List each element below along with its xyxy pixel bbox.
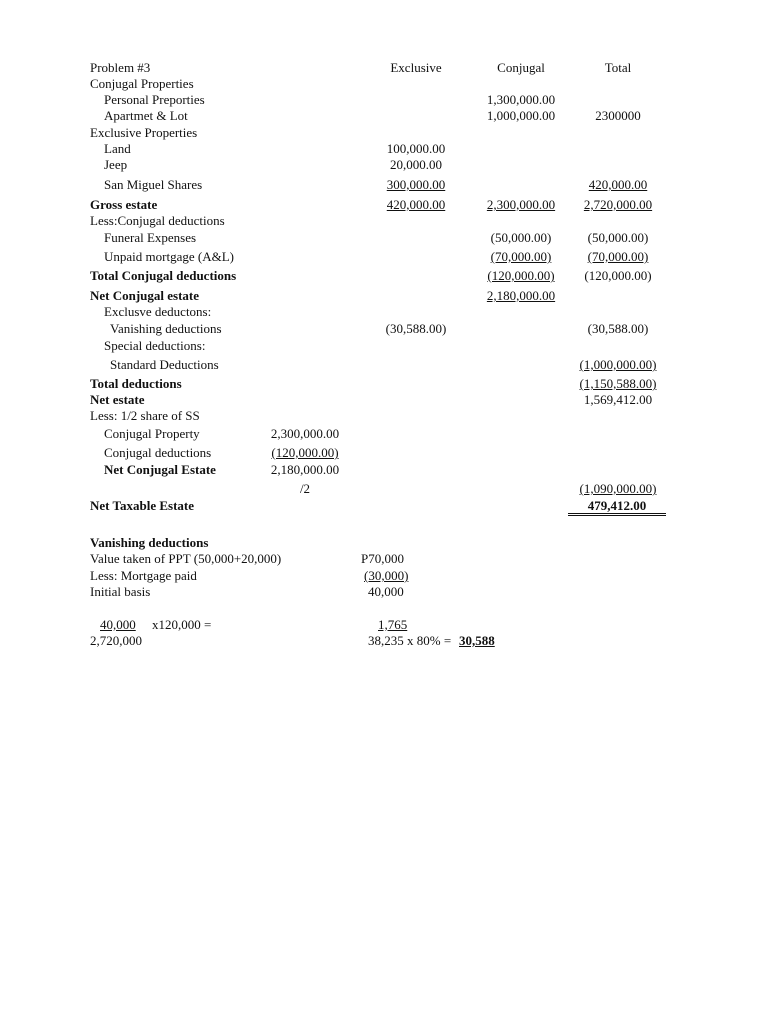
table-row: [0, 376, 768, 392]
total-cell: 1,569,412.00: [583, 392, 653, 407]
row-label: Vanishing deductions: [110, 321, 222, 336]
formula-row: [0, 633, 768, 649]
row-label: Exclusive Properties: [90, 125, 198, 140]
table-row: [0, 213, 768, 229]
row-label: Total deductions: [90, 376, 182, 391]
row-label: Land: [104, 141, 131, 156]
total-cell: 420,000.00: [588, 177, 648, 192]
row-label: Apartmet & Lot: [104, 108, 188, 123]
row-label: Personal Preporties: [104, 92, 205, 107]
row-label: Special deductions:: [104, 338, 206, 353]
result-text: 38,235 x 80% =: [368, 633, 452, 648]
total-cell: (1,090,000.00): [579, 481, 657, 496]
vanishing-title-row: [0, 535, 768, 551]
table-row: [0, 249, 768, 265]
total-cell: (1,000,000.00): [579, 357, 657, 372]
fraction-numerator: 40,000: [100, 617, 136, 632]
table-row: [0, 157, 768, 173]
row-label: Net estate: [90, 392, 145, 407]
row-label: Gross estate: [90, 197, 158, 212]
exclusive-cell: 20,000.00: [390, 157, 442, 172]
table-row: [0, 177, 768, 193]
exclusive-cell: 420,000.00: [386, 197, 446, 212]
table-row: [0, 321, 768, 337]
vanishing-row: [0, 584, 768, 600]
conjugal-cell: 2,300,000.00: [486, 197, 556, 212]
row-label: Total Conjugal deductions: [90, 268, 237, 283]
table-row: [0, 304, 768, 320]
net-taxable-estate-value: 479,412.00: [568, 498, 666, 516]
total-cell: (50,000.00): [587, 230, 649, 245]
table-row: [0, 338, 768, 354]
vanishing-title: Vanishing deductions: [90, 535, 209, 550]
total-cell: (120,000.00): [584, 268, 652, 283]
sub-cell: (120,000.00): [271, 445, 339, 460]
table-row: [0, 108, 768, 124]
row-label: Conjugal Property: [104, 426, 200, 441]
exclusive-cell: 300,000.00: [386, 177, 446, 192]
conjugal-cell: 1,300,000.00: [486, 92, 556, 107]
value-amount: P70,000: [361, 551, 404, 566]
table-row: [0, 408, 768, 424]
table-row: [0, 426, 768, 442]
row-label: Net Conjugal estate: [90, 288, 200, 303]
row-label: Conjugal Properties: [90, 76, 194, 91]
table-row: [0, 92, 768, 108]
table-row: [0, 197, 768, 213]
table-row: [0, 125, 768, 141]
sub-cell: /2: [299, 481, 311, 496]
sub-cell: 2,180,000.00: [270, 462, 340, 477]
conjugal-cell: 2,180,000.00: [486, 288, 556, 303]
total-cell: (30,588.00): [587, 321, 649, 336]
table-row: [0, 141, 768, 157]
exclusive-cell: 100,000.00: [386, 141, 446, 156]
row-label: Exclusve deductons:: [104, 304, 212, 319]
row-label: Net Conjugal Estate: [104, 462, 216, 477]
row-label: San Miguel Shares: [104, 177, 203, 192]
row-label: Unpaid mortgage (A&L): [104, 249, 234, 264]
row-label: Conjugal deductions: [104, 445, 212, 460]
table-row: [0, 288, 768, 304]
mortgage-label: Less: Mortgage paid: [90, 568, 197, 583]
sub-cell: 2,300,000.00: [270, 426, 340, 441]
table-row: [0, 445, 768, 461]
result-final: 30,588: [459, 633, 495, 648]
vanishing-row: [0, 551, 768, 567]
conjugal-cell: (50,000.00): [490, 230, 552, 245]
exclusive-cell: (30,588.00): [385, 321, 447, 336]
col-header-conjugal: Conjugal: [497, 60, 545, 75]
table-row: [0, 392, 768, 408]
conjugal-cell: (70,000.00): [490, 249, 552, 264]
vanishing-row: [0, 568, 768, 584]
table-row: [0, 462, 768, 478]
total-cell: 2,720,000.00: [583, 197, 653, 212]
basis-label: Initial basis: [90, 584, 151, 599]
total-cell: 2300000: [595, 108, 641, 123]
problem-title: Problem #3: [90, 60, 151, 75]
row-label: Standard Deductions: [110, 357, 219, 372]
row-label: Funeral Expenses: [104, 230, 197, 245]
table-row: [0, 481, 768, 497]
result-numerator: 1,765: [378, 617, 408, 632]
fraction-denominator: 2,720,000: [90, 633, 142, 648]
total-cell: (1,150,588.00): [579, 376, 657, 391]
row-label: Less:Conjugal deductions: [90, 213, 225, 228]
formula-row: [0, 617, 768, 633]
col-header-exclusive: Exclusive: [390, 60, 442, 75]
col-header-total: Total: [604, 60, 632, 75]
table-row: [0, 268, 768, 284]
table-row: [0, 76, 768, 92]
header-row: [0, 60, 768, 76]
conjugal-cell: 1,000,000.00: [486, 108, 556, 123]
row-label: Net Taxable Estate: [90, 498, 194, 513]
basis-amount: 40,000: [368, 584, 404, 599]
mortgage-amount: (30,000): [364, 568, 409, 583]
table-row: [0, 498, 768, 514]
total-cell: (70,000.00): [587, 249, 649, 264]
row-label: Jeep: [104, 157, 128, 172]
value-label: Value taken of PPT (50,000+20,000): [90, 551, 282, 566]
row-label: Less: 1/2 share of SS: [90, 408, 200, 423]
conjugal-cell: (120,000.00): [487, 268, 555, 283]
table-row: [0, 357, 768, 373]
fraction-multiplier: x120,000 =: [152, 617, 212, 632]
table-row: [0, 230, 768, 246]
